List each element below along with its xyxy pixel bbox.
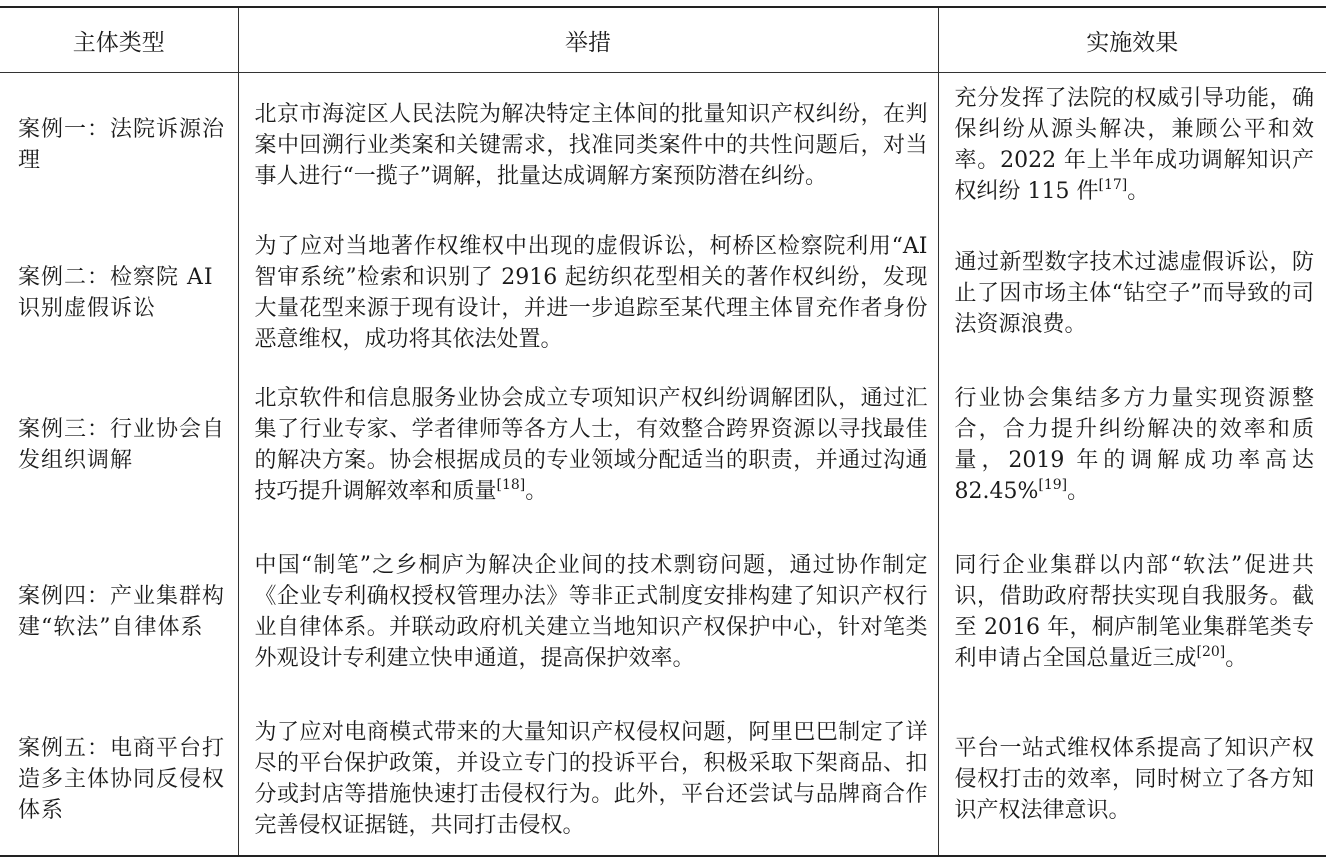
table-row <box>0 217 1326 369</box>
effect-end: 。 <box>1127 179 1150 204</box>
citation-ref: [18] <box>496 477 526 493</box>
effect-cell: 平台一站式维权体系提高了知识产权侵权打击的效率，同时树立了各方知识产权法律意识。 <box>954 735 1314 823</box>
case-type-cell: 案例五：电商平台打造多主体协同反侵权体系 <box>0 703 238 856</box>
header-row <box>0 7 1326 73</box>
case-table <box>0 6 1326 857</box>
measure-cell: 为了应对当地著作权维权中出现的虚假诉讼，柯桥区检察院利用“AI 智审系统”检索和识别了 2916 起纺织花型相关的著作权纠纷，发现大量花型来源于现有设计，并进一步追踪至某代理主体冒充作者身份恶意维权，成功将其依法处置。 <box>238 217 938 369</box>
header-subject-type: 主体类型 <box>0 7 238 73</box>
effect-text: 行业协会集结多方力量实现资源整合，合力提升纠纷解决的效率和质量，2019 年的调解成功率高达 82.45% <box>954 386 1314 504</box>
effect-cell <box>938 521 1326 703</box>
case-type-cell: 案例二：检察院 AI 识别虚假诉讼 <box>0 217 238 369</box>
measure-cell: 北京市海淀区人民法院为解决特定主体间的批量知识产权纠纷，在判案中回溯行业类案和关键需求，找准同类案件中的共性问题后，对当事人进行“一揽子”调解，批量达成调解方案预防潜在纠纷。 <box>238 73 938 218</box>
case-type-cell: 案例三：行业协会自发组织调解 <box>0 369 238 521</box>
case-type-cell: 案例四：产业集群构建“软法”自律体系 <box>0 521 238 703</box>
header-effect: 实施效果 <box>938 7 1326 73</box>
effect-cell <box>938 369 1326 521</box>
effect-cell <box>938 73 1326 218</box>
measure-cell: 为了应对电商模式带来的大量知识产权侵权问题，阿里巴巴制定了详尽的平台保护政策，并设立专门的投诉平台，积极采取下架商品、扣分或封店等措施快速打击侵权行为。此外，平台还尝试与品牌商合作完善侵权证据链，共同打击侵权。 <box>238 703 938 856</box>
header-measures: 举措 <box>238 7 938 73</box>
table-row <box>0 369 1326 521</box>
measure-cell <box>238 369 938 521</box>
table-row <box>0 703 1326 856</box>
table-row <box>0 73 1326 218</box>
effect-end: 。 <box>1225 646 1248 671</box>
citation-ref: [17] <box>1098 177 1128 193</box>
measure-cell: 中国“制笔”之乡桐庐为解决企业间的技术剽窃问题，通过协作制定《企业专利确权授权管理办法》等非正式制度安排构建了知识产权行业自律体系。并联动政府机关建立当地知识产权保护中心，针对笔类外观设计专利建立快申通道，提高保护效率。 <box>238 521 938 703</box>
measure-end: 。 <box>525 479 548 504</box>
effect-text: 同行企业集群以内部“软法”促进共识，借助政府帮扶实现自我服务。截至 2016 年，桐庐制笔业集群笔类专利申请占全国总量近三成 <box>954 553 1314 671</box>
effect-cell: 通过新型数字技术过滤虚假诉讼，防止了因市场主体“钻空子”而导致的司法资源浪费。 <box>954 249 1314 337</box>
effect-end: 。 <box>1067 479 1090 504</box>
citation-ref: [19] <box>1038 477 1068 493</box>
measure-text: 北京软件和信息服务业协会成立专项知识产权纠纷调解团队，通过汇集了行业专家、学者律师等各方人士，有效整合跨界资源以寻找最佳的解决方案。协会根据成员的专业领域分配适当的职责，并通过沟通技巧提升调解效率和质量 <box>254 386 928 504</box>
table-row <box>0 521 1326 703</box>
citation-ref: [20] <box>1196 644 1226 660</box>
effect-text: 充分发挥了法院的权威引导功能，确保纠纷从源头解决，兼顾公平和效率。2022 年上半年成功调解知识产权纠纷 115 件 <box>954 86 1314 204</box>
case-type-cell: 案例一：法院诉源治理 <box>0 73 238 218</box>
